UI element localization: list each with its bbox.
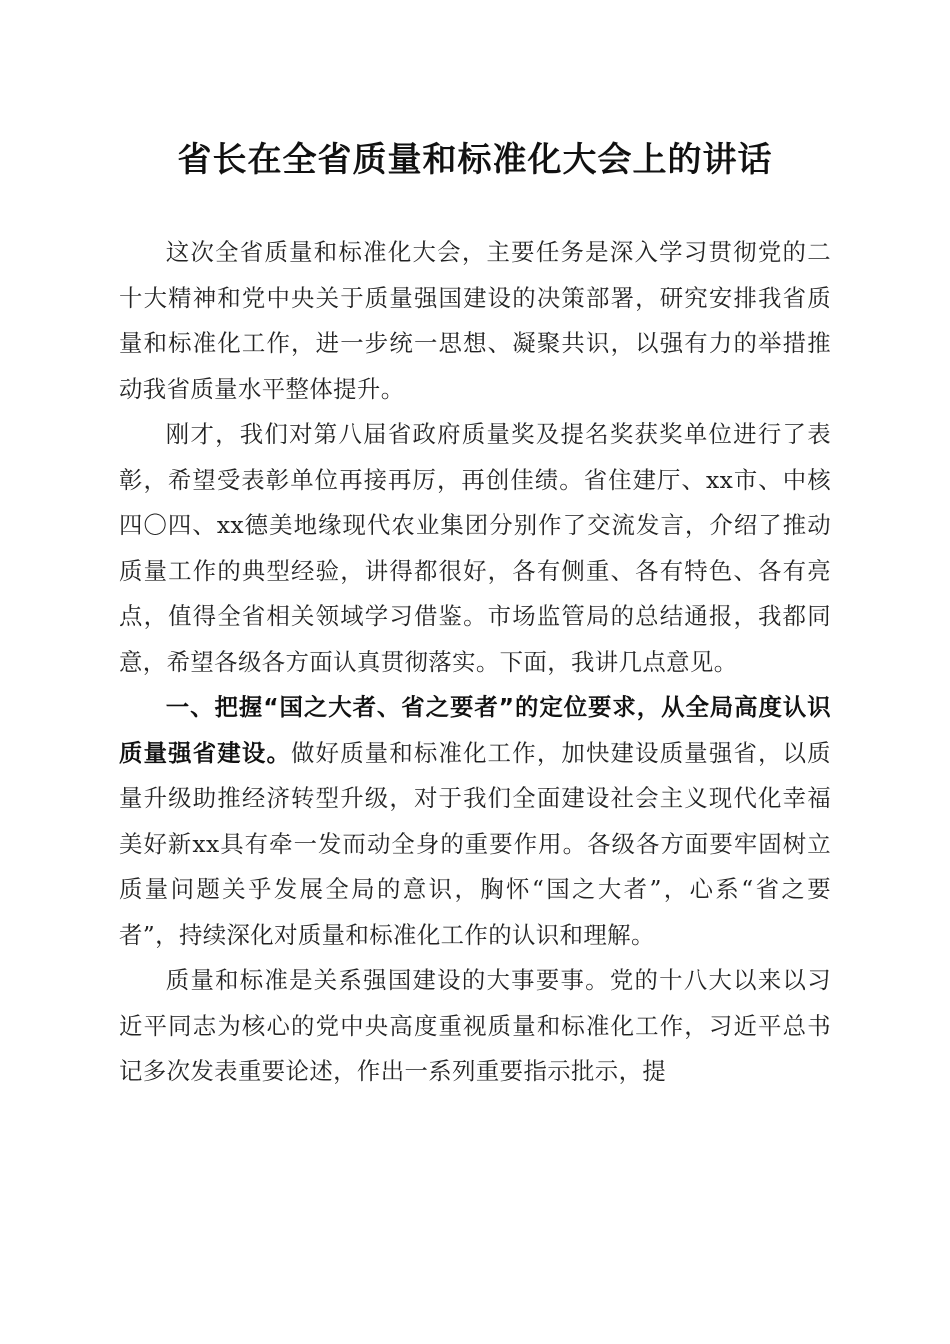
paragraph-section-one <box>119 685 831 958</box>
document-body <box>119 230 831 1095</box>
paragraph-commendation: 刚才，我们对第八届省政府质量奖及提名奖获奖单位进行了表彰，希望受表彰单位再接再厉，再创佳绩。省住建厅、xx市、中核四〇四、xx德美地缘现代农业集团分别作了交流发言，介绍了推动质量工作的典型经验，讲得都很好，各有侧重、各有特色、各有亮点，值得全省相关领域学习借鉴。市场监管局的总结通报，我都同意，希望各级各方面认真贯彻落实。下面，我讲几点意见。 <box>119 420 831 676</box>
paragraph-quality-standards: 质量和标准是关系强国建设的大事要事。党的十八大以来以习近平同志为核心的党中央高度重视质量和标准化工作，习近平总书记多次发表重要论述，作出一系列重要指示批示，提 <box>119 966 831 1085</box>
paragraph-intro: 这次全省质量和标准化大会，主要任务是深入学习贯彻党的二十大精神和党中央关于质量强国建设的决策部署，研究安排我省质量和标准化工作，进一步统一思想、凝聚共识，以强有力的举措推动我省质量水平整体提升。 <box>119 238 831 403</box>
document-title: 省长在全省质量和标准化大会上的讲话 <box>177 140 773 180</box>
section-one-text: 做好质量和标准化工作，加快建设质量强省，以质量升级助推经济转型升级，对于我们全面建设社会主义现代化幸福美好新xx具有牵一发而动全身的重要作用。各级各方面要牢固树立质量问题关乎发展全局的意识，胸怀“国之大者”，心系“省之要者”，持续深化对质量和标准化工作的认识和理解。 <box>119 738 831 949</box>
section-heading-one: 一、把握“国之大者、省之要者”的定位要求，从全局高度认识质量强省建设。 <box>119 693 831 767</box>
